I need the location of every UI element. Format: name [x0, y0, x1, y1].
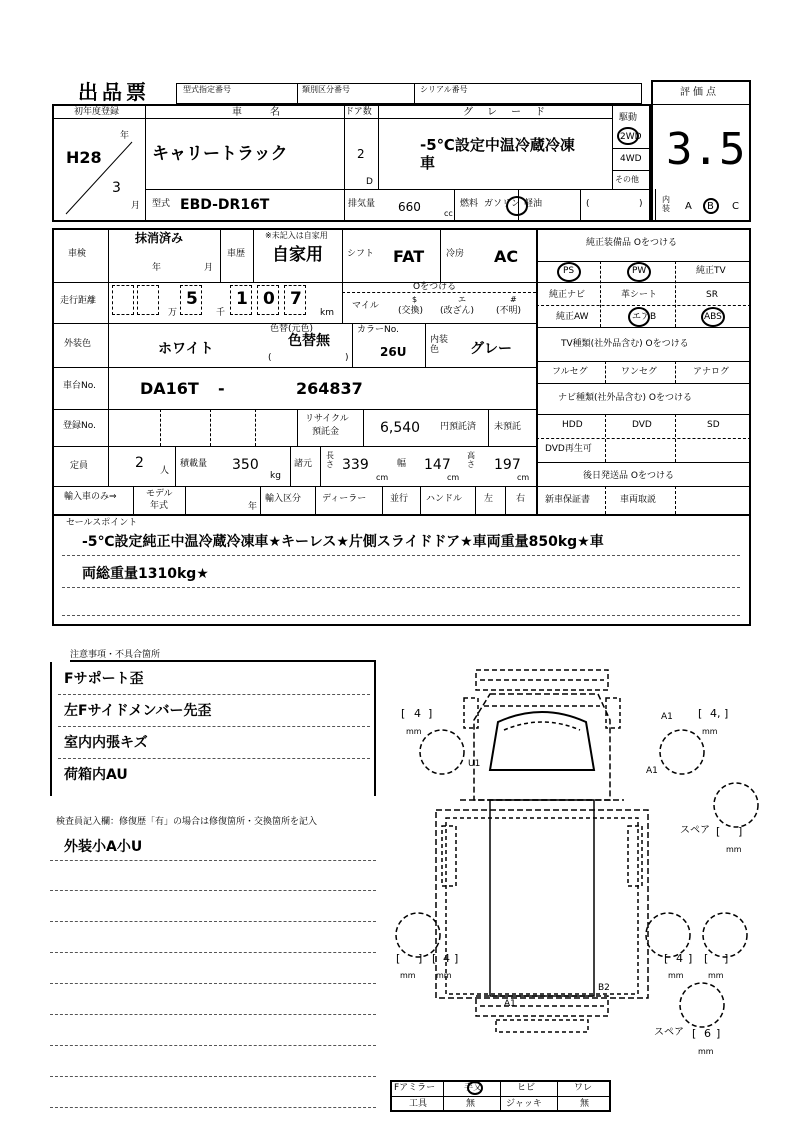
- option-tv: 純正TV: [696, 266, 726, 276]
- tire-rr-close: ]: [688, 952, 693, 965]
- grade-line2: 車: [420, 154, 436, 172]
- mileage-exchange: (交換): [398, 306, 424, 316]
- shaken-year-unit: 年: [152, 263, 162, 273]
- handle-left: 左: [484, 494, 494, 504]
- jack-value: 無: [580, 1099, 590, 1109]
- tire-rl-outer-open: [: [396, 952, 401, 965]
- navi-hdd: HDD: [562, 420, 583, 430]
- tire-fl-close: ]: [428, 707, 433, 720]
- mileage-altered-mark: エ: [458, 295, 466, 304]
- tv-analog: アナログ: [693, 367, 730, 377]
- mirror-label: Fアミラー: [394, 1083, 436, 1093]
- height-value: 197: [494, 457, 521, 473]
- tire-fl-unit: mm: [406, 727, 422, 736]
- type-value: EBD-DR16T: [180, 197, 270, 213]
- option-abs-circle: [701, 307, 725, 327]
- fuel-diesel: 軽油: [524, 199, 543, 209]
- first-reg-month: 3: [112, 180, 121, 196]
- doors-suffix: D: [366, 177, 373, 187]
- spare-front-unit: mm: [726, 845, 742, 854]
- car-name-label: 車名: [232, 107, 308, 118]
- tire-fr-open: [: [698, 707, 703, 720]
- length-value: 339: [342, 457, 369, 473]
- tv-fullseg: フルセグ: [552, 367, 588, 377]
- int-color-label: 内装色: [430, 335, 449, 355]
- import-type-label: 輸入区分: [265, 494, 302, 504]
- color-change-paren-close: ): [345, 353, 349, 363]
- capacity-value: 2: [135, 455, 144, 471]
- spare-rear-open: [: [692, 1027, 697, 1040]
- dims-label: 諸元: [294, 459, 313, 469]
- tire-fl-open: [: [401, 707, 406, 720]
- note-item: 室内内張キズ: [64, 735, 148, 751]
- drive-other: その他: [615, 175, 639, 184]
- mileage-digits: [112, 285, 342, 319]
- recycle-not-deposited: 未預託: [494, 422, 522, 432]
- tire-rr-value: 4: [676, 952, 683, 965]
- first-reg-era: H28: [66, 148, 102, 167]
- recycle-deposited: 円預託済: [440, 422, 477, 432]
- chassis-dash: -: [218, 379, 225, 398]
- color-no-value: 26U: [380, 345, 407, 359]
- option-airbag-circle: [628, 307, 650, 327]
- height-label: 高さ: [467, 451, 475, 469]
- length-unit: cm: [376, 473, 389, 482]
- chassis-label: 車台No.: [63, 381, 96, 391]
- header-code-boxes: [176, 83, 642, 104]
- tire-rl-close: ]: [454, 952, 459, 965]
- tire-fr-value: 4,: [710, 707, 721, 720]
- int-color-value: グレー: [470, 341, 512, 357]
- later-manual: 車両取説: [620, 495, 657, 505]
- option-abs: ABS: [704, 312, 722, 322]
- mirror-circle: [467, 1081, 483, 1095]
- spare-rear-label: スペア: [654, 1027, 684, 1038]
- option-navi: 純正ナビ: [549, 290, 586, 300]
- spare-rear-unit: mm: [698, 1047, 714, 1056]
- tools-label: 工具: [409, 1099, 428, 1109]
- class-code-label: 類別区分番号: [302, 85, 350, 94]
- load-unit: kg: [270, 471, 281, 481]
- grade-line1: -5℃設定中温冷蔵冷凍: [420, 136, 575, 154]
- drive-4wd: 4WD: [620, 154, 642, 164]
- shift-label: シフト: [347, 249, 375, 259]
- tire-fr-unit: mm: [702, 727, 718, 736]
- tire-rr-open: [: [664, 952, 669, 965]
- tire-rr-outer-close: ]: [724, 952, 729, 965]
- tire-rr-unit: mm: [668, 971, 684, 980]
- score-label: 評価点: [680, 87, 719, 98]
- first-reg-slash: [62, 140, 142, 220]
- mileage-unknown: (不明): [496, 306, 522, 316]
- model-code-label: 型式指定番号: [183, 85, 231, 94]
- form-title: 出品票: [78, 80, 150, 104]
- fuel-paren: (: [586, 199, 590, 209]
- navi-dvd: DVD: [632, 420, 652, 430]
- options-title: 純正装備品 Oをつける: [586, 238, 677, 248]
- jack-label: ジャッキ: [506, 1099, 542, 1109]
- note-item: 荷箱内AU: [64, 767, 128, 783]
- spare-rear-close: ]: [716, 1027, 721, 1040]
- damage-mark-a1: A1: [661, 712, 673, 722]
- inspector-label: 検査員記入欄：修復歴「有」の場合は修復箇所・交換箇所を記入: [56, 817, 318, 827]
- mileage-digit: 5: [186, 289, 198, 309]
- width-value: 147: [424, 457, 451, 473]
- shift-value: FAT: [393, 247, 425, 266]
- tire-rr-outer-unit: mm: [708, 971, 724, 980]
- capacity-label: 定員: [70, 461, 89, 471]
- fuel-paren-close: ): [639, 199, 643, 209]
- type-label: 型式: [152, 199, 171, 209]
- import-only-label: 輸入車のみ⇒: [64, 492, 117, 502]
- history-label: 車歴: [227, 249, 246, 259]
- sales-line1: -5℃設定純正中温冷蔵冷凍車★キーレス★片側スライドドア★車両重量850kg★車: [82, 534, 604, 550]
- mileage-sen: 千: [216, 308, 226, 318]
- shaken-month-unit: 月: [204, 263, 214, 273]
- damage-mark-a1: A1: [504, 999, 516, 1009]
- navi-dvd-play: DVD再生可: [545, 444, 592, 454]
- drive-label: 駆動: [619, 113, 638, 123]
- mileage-digit: 7: [290, 289, 302, 309]
- spare-front-open: [: [716, 825, 721, 838]
- mileage-circle-note: Oをつける: [413, 282, 457, 292]
- first-reg-month-unit: 月: [131, 201, 141, 211]
- capacity-unit: 人: [160, 466, 170, 476]
- import-dealer: ディーラー: [322, 494, 367, 504]
- model-year-label-2: 年式: [150, 501, 169, 511]
- crack-label: ヒビ: [517, 1083, 536, 1093]
- spare-rear-value: 6: [704, 1027, 711, 1040]
- ext-color-label: 外装色: [64, 339, 92, 349]
- color-no-label: カラーNo.: [357, 325, 399, 335]
- tire-rl-value: 4: [443, 952, 450, 965]
- handle-label: ハンドル: [426, 494, 463, 504]
- mileage-km: km: [320, 308, 334, 318]
- option-ps: PS: [563, 266, 575, 276]
- load-label: 積載量: [180, 459, 208, 469]
- damage-mark-b2: B2: [598, 983, 610, 993]
- tire-fl-value: 4: [414, 707, 421, 720]
- chassis-prefix: DA16T: [140, 379, 199, 398]
- interior-b: B: [707, 201, 714, 212]
- note-item: Fサポート歪: [64, 671, 144, 687]
- serial-label: シリアル番号: [420, 85, 468, 94]
- option-pw: PW: [632, 266, 647, 276]
- ac-label: 冷房: [446, 249, 465, 259]
- ext-color-value: ホワイト: [158, 341, 214, 357]
- grade-label: グレード: [463, 107, 559, 118]
- color-change-paren-open: (: [268, 353, 272, 363]
- mirror-value: 手又: [464, 1083, 483, 1093]
- tire-rl-open: [: [432, 952, 437, 965]
- interior-label: 内装: [662, 195, 670, 213]
- mileage-altered: (改ざん): [440, 306, 475, 316]
- option-airbag: エアB: [632, 312, 657, 322]
- mileage-mile: マイル: [352, 301, 379, 311]
- navi-title: ナビ種類(社外品含む) Oをつける: [558, 393, 692, 403]
- displacement-unit: cc: [444, 209, 453, 218]
- drive-2wd: 2WD: [620, 132, 642, 142]
- tv-oneseg: ワンセグ: [621, 367, 658, 377]
- first-reg-label: 初年度登録: [74, 107, 120, 117]
- interior-c: C: [732, 201, 739, 212]
- damage-mark-u1: U1: [468, 759, 481, 769]
- model-year-unit: 年: [248, 502, 258, 512]
- break-label: ワレ: [574, 1083, 593, 1093]
- mileage-digit: 1: [236, 289, 248, 309]
- fuel-label: 燃料: [460, 199, 479, 209]
- recycle-value: 6,540: [380, 420, 421, 436]
- notes-label: 注意事項・不具合箇所: [70, 650, 161, 660]
- fuel-gasoline: ガソリン: [484, 199, 521, 209]
- mileage-digit: 0: [263, 289, 275, 309]
- displacement-label: 排気量: [348, 199, 376, 209]
- tire-rl-outer-unit: mm: [400, 971, 416, 980]
- handle-right: 右: [516, 494, 526, 504]
- drive-2wd-circle: [617, 127, 639, 145]
- first-reg-year-unit: 年: [120, 131, 130, 141]
- color-change-value: 色替無: [288, 333, 330, 349]
- later-warranty: 新車保証書: [545, 495, 591, 505]
- import-parallel: 並行: [390, 494, 409, 504]
- length-label: 長さ: [326, 451, 334, 469]
- doors-value: 2: [357, 147, 365, 161]
- tools-value: 無: [466, 1099, 476, 1109]
- car-name: キャリートラック: [152, 144, 288, 164]
- spare-front-label: スペア: [680, 825, 710, 836]
- load-value: 350: [232, 457, 259, 473]
- mileage-exchange-mark: $: [412, 295, 418, 304]
- inspector-line: 外装小A小U: [64, 839, 143, 855]
- history-note: ※未記入は自家用: [265, 231, 328, 240]
- width-unit: cm: [447, 473, 460, 482]
- later-title: 後日発送品 Oをつける: [583, 471, 674, 481]
- tire-rr-outer-open: [: [704, 952, 709, 965]
- note-item: 左Fサイドメンバー先歪: [64, 703, 212, 719]
- mileage-unknown-mark: #: [510, 295, 517, 304]
- height-unit: cm: [517, 473, 530, 482]
- damage-mark-a1: A1: [646, 766, 658, 776]
- option-sr: SR: [706, 290, 718, 300]
- doors-label: ドア数: [345, 107, 372, 117]
- recycle-label-2: 預託金: [312, 427, 340, 437]
- option-leather: 革シート: [621, 290, 658, 300]
- option-aw: 純正AW: [556, 312, 589, 322]
- tire-rl-unit: mm: [436, 971, 452, 980]
- option-pw-circle: [627, 262, 651, 282]
- mileage-label: 走行距離: [60, 296, 97, 306]
- spare-front-close: ]: [738, 825, 743, 838]
- tire-fr-close: ]: [724, 707, 729, 720]
- tv-title: TV種類(社外品含む) Oをつける: [561, 339, 689, 349]
- shaken-value: 抹消済み: [135, 231, 184, 245]
- shaken-label: 車検: [68, 249, 87, 259]
- sales-line2: 両総重量1310kg★: [82, 566, 209, 582]
- sales-label: セールスポイント: [66, 518, 138, 528]
- color-change-label: 色替(元色): [270, 324, 314, 334]
- tire-rl-outer-close: ]: [418, 952, 423, 965]
- mileage-man: 万: [168, 308, 178, 318]
- ac-value: AC: [494, 247, 519, 266]
- option-ps-circle: [557, 262, 581, 282]
- displacement-value: 660: [398, 200, 421, 214]
- width-label: 幅: [397, 459, 407, 469]
- recycle-label-1: リサイクル: [305, 414, 349, 424]
- navi-sd: SD: [707, 420, 720, 430]
- model-year-label-1: モデル: [146, 489, 173, 499]
- registration-label: 登録No.: [63, 421, 96, 431]
- score-value: 3.5: [666, 124, 746, 175]
- chassis-number: 264837: [296, 379, 363, 398]
- interior-a: A: [685, 201, 692, 212]
- interior-b-circle: [703, 198, 719, 214]
- history-value: 自家用: [272, 245, 323, 265]
